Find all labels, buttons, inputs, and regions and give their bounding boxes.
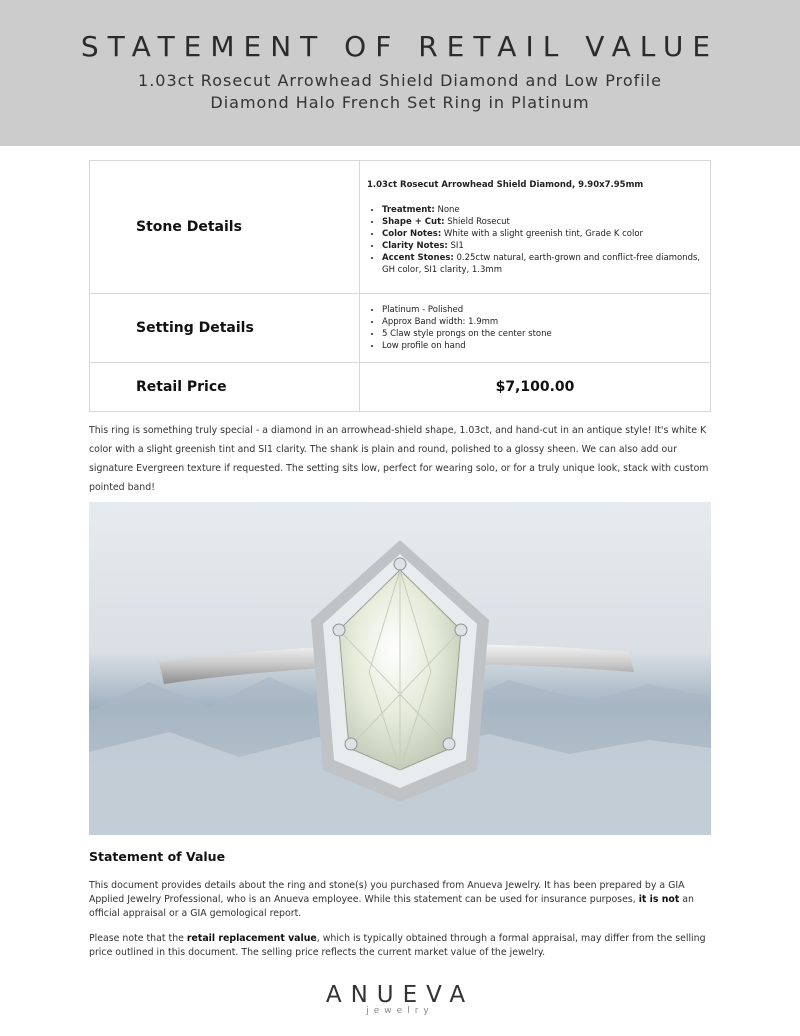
retail-price-value: $7,100.00 bbox=[360, 363, 711, 412]
statement-emphasis: it is not bbox=[638, 894, 680, 905]
ring-illustration bbox=[89, 502, 711, 835]
stone-details-info bbox=[360, 161, 711, 294]
logo-wordmark: ANUEVA bbox=[325, 982, 475, 1008]
setting-details-row bbox=[90, 294, 711, 363]
stone-details-label: Stone Details bbox=[90, 161, 360, 294]
retail-price-row bbox=[90, 363, 711, 412]
stone-attribute-color bbox=[382, 228, 702, 240]
attribute-key: Color Notes: bbox=[382, 228, 442, 239]
attribute-value: Shield Rosecut bbox=[444, 216, 510, 227]
setting-item: • Low profile on hand bbox=[382, 340, 702, 352]
attribute-value: 0.25ctw natural, earth-grown and conflict-free diamonds, GH color, SI1 clarity, 1.3mm bbox=[382, 252, 701, 275]
setting-details-info bbox=[360, 294, 711, 363]
statement-text: an official appraisal or a GIA gemological report. bbox=[89, 894, 694, 919]
ring-description: This ring is something truly special - a diamond in an arrowhead-shield shape, 1.03ct, and hand-cut in an antique style! It's white K color with a slight greenish tint and SI1 clarity. The shank is plain and round, polished to a glossy sheen. We can also add our signature Evergreen texture if requested. The setting sits low, perfect for wearing solo, or for a truly unique look, stack with custom pointed band! bbox=[89, 425, 709, 493]
retail-price-label: Retail Price bbox=[90, 363, 360, 412]
setting-item: • 5 Claw style prongs on the center stone bbox=[382, 328, 702, 340]
stone-attribute-accent bbox=[382, 252, 702, 276]
statement-text: This document provides details about the ring and stone(s) you purchased from Anueva Jewelry. It has been prepared by a GIA Applied Jewelry Professional, who is an Anueva employee. While this statement can be used for insurance purposes, bbox=[89, 880, 685, 905]
attribute-key: Treatment: bbox=[382, 204, 435, 215]
statement-emphasis: retail replacement value bbox=[186, 933, 317, 944]
statement-text: , which is typically obtained through a formal appraisal, may differ from the selling price outlined in this document. The selling price reflects the current market value of the jewelry. bbox=[89, 933, 706, 958]
attribute-value: None bbox=[434, 204, 460, 215]
document-title: STATEMENT OF RETAIL VALUE bbox=[80, 30, 720, 63]
stone-attribute-shape bbox=[382, 216, 702, 228]
stone-attribute-clarity bbox=[382, 240, 702, 252]
attribute-value: White with a slight greenish tint, Grade K color bbox=[441, 228, 644, 239]
statement-title: Statement of Value bbox=[89, 849, 226, 864]
ring-photo bbox=[89, 502, 711, 835]
attribute-value: SI1 bbox=[447, 240, 464, 251]
details-table bbox=[89, 160, 711, 412]
ring-subtitle: 1.03ct Rosecut Arrowhead Shield Diamond and Low Profile Diamond Halo French Set Ring in Platinum bbox=[138, 71, 662, 112]
statement-paragraph-2 bbox=[89, 932, 713, 960]
statement-text: Please note that the bbox=[89, 933, 187, 944]
stone-details-row bbox=[90, 161, 711, 294]
attribute-key: Accent Stones: bbox=[382, 252, 454, 263]
attribute-key: Clarity Notes: bbox=[382, 240, 448, 251]
stone-attribute-list bbox=[367, 204, 702, 276]
setting-item: • Approx Band width: 1.9mm bbox=[382, 316, 702, 328]
anueva-logo bbox=[300, 982, 500, 1016]
setting-details-label: Setting Details bbox=[90, 294, 360, 363]
setting-attribute-list bbox=[367, 304, 702, 352]
attribute-key: Shape + Cut: bbox=[382, 216, 445, 227]
stone-heading: 1.03ct Rosecut Arrowhead Shield Diamond, 9.90x7.95mm bbox=[367, 179, 644, 190]
setting-item: • Platinum - Polished bbox=[382, 304, 702, 316]
logo-tagline: jewelry bbox=[366, 1006, 434, 1016]
header-banner bbox=[0, 0, 800, 146]
statement-paragraph-1 bbox=[89, 879, 713, 921]
stone-attribute-treatment bbox=[382, 204, 702, 216]
